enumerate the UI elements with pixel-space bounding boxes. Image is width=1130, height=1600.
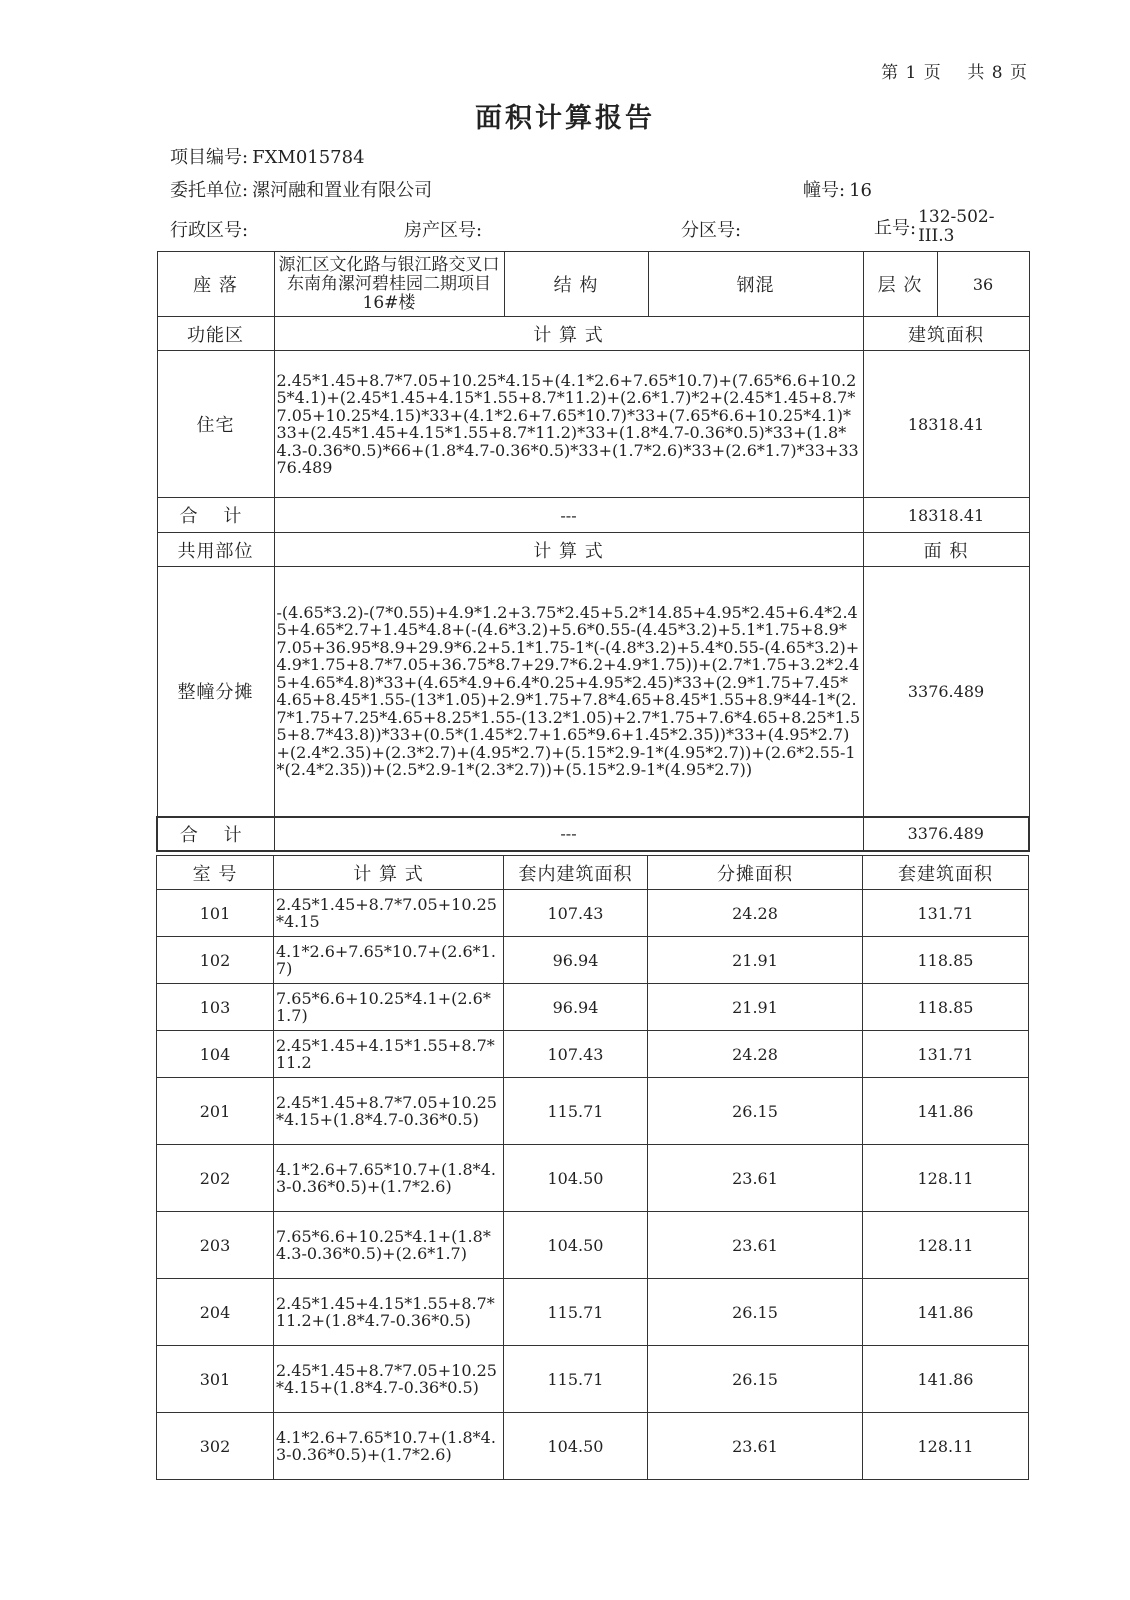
room-shared-area: 23.61 bbox=[648, 1145, 863, 1212]
shared-row bbox=[157, 567, 1029, 817]
project-value: FXM015784 bbox=[252, 147, 365, 168]
hill-value-line1: 132-502- bbox=[918, 207, 995, 227]
project-label: 项目编号: bbox=[170, 147, 249, 168]
table-row bbox=[157, 1078, 1029, 1145]
table-row bbox=[157, 1346, 1029, 1413]
rooms-header-room: 室 号 bbox=[157, 856, 274, 890]
room-number: 204 bbox=[157, 1279, 274, 1346]
room-inner-area: 115.71 bbox=[504, 1078, 648, 1145]
function-formula: 2.45*1.45+8.7*7.05+10.25*4.15+(4.1*2.6+7.65*10.7)+(7.65*6.6+10.25*4.1)+(2.45*1.45+4.15*1.55+8.7*11.2)+(2.6*1.7)*2+(2.45*1.45+8.7*7.05+10.25*4.15)*33+(4.1*2.6+7.65*10.7)*33+(7.65*6.6+10.25*4.1)*33+(2.45*1.45+4.15*1.55+8.7*11.2)*33+(1.8*4.7-0.36*0.5)*33+(1.8*4.3-0.36*0.5)*66+(1.8*4.7-0.36*0.5)*33+(1.7*2.6)*33+(2.6*1.7)*33+3376.489 bbox=[274, 351, 863, 498]
room-total-area: 118.85 bbox=[863, 984, 1029, 1031]
room-formula: 2.45*1.45+8.7*7.05+10.25*4.15+(1.8*4.7-0.36*0.5) bbox=[274, 1078, 504, 1145]
room-inner-area: 104.50 bbox=[504, 1212, 648, 1279]
function-area: 18318.41 bbox=[863, 351, 1029, 498]
room-inner-area: 107.43 bbox=[504, 890, 648, 937]
rooms-table bbox=[156, 855, 1029, 1480]
shared-col3: 面 积 bbox=[863, 533, 1029, 567]
room-shared-area: 26.15 bbox=[648, 1279, 863, 1346]
function-col1: 功能区 bbox=[157, 317, 274, 351]
room-inner-area: 104.50 bbox=[504, 1413, 648, 1480]
table-row bbox=[157, 937, 1029, 984]
page-total: 共 8 页 bbox=[967, 63, 1028, 83]
table-row bbox=[157, 1145, 1029, 1212]
report-title: 面积计算报告 bbox=[475, 103, 655, 134]
room-shared-area: 26.15 bbox=[648, 1078, 863, 1145]
structure-value: 钢混 bbox=[648, 252, 863, 317]
room-inner-area: 107.43 bbox=[504, 1031, 648, 1078]
client-value: 漯河融和置业有限公司 bbox=[252, 180, 433, 201]
room-inner-area: 96.94 bbox=[504, 984, 648, 1031]
room-shared-area: 23.61 bbox=[648, 1212, 863, 1279]
room-total-area: 141.86 bbox=[863, 1078, 1029, 1145]
property-area bbox=[404, 216, 482, 242]
rooms-header-shared: 分摊面积 bbox=[648, 856, 863, 890]
location-label: 座 落 bbox=[157, 252, 274, 317]
admin-area bbox=[170, 216, 248, 242]
location-row bbox=[157, 252, 1029, 317]
room-total-area: 118.85 bbox=[863, 937, 1029, 984]
zone-label: 分区号: bbox=[681, 220, 742, 241]
rooms-header-row bbox=[157, 856, 1029, 890]
shared-total-label: 合 计 bbox=[157, 817, 274, 851]
room-formula: 2.45*1.45+8.7*7.05+10.25*4.15+(1.8*4.7-0.36*0.5) bbox=[274, 1346, 504, 1413]
hill-value-line2: III.3 bbox=[918, 226, 955, 246]
shared-header-row bbox=[157, 533, 1029, 567]
room-formula: 2.45*1.45+4.15*1.55+8.7*11.2 bbox=[274, 1031, 504, 1078]
shared-total-row bbox=[157, 817, 1029, 851]
function-col2: 计 算 式 bbox=[274, 317, 863, 351]
room-formula: 4.1*2.6+7.65*10.7+(1.8*4.3-0.36*0.5)+(1.7*2.6) bbox=[274, 1413, 504, 1480]
shared-area: 3376.489 bbox=[863, 567, 1029, 817]
function-total-row bbox=[157, 498, 1029, 533]
room-shared-area: 26.15 bbox=[648, 1346, 863, 1413]
room-number: 202 bbox=[157, 1145, 274, 1212]
function-total-area: 18318.41 bbox=[863, 498, 1029, 533]
room-total-area: 128.11 bbox=[863, 1145, 1029, 1212]
table-row bbox=[157, 1279, 1029, 1346]
room-inner-area: 115.71 bbox=[504, 1346, 648, 1413]
function-total-formula: --- bbox=[274, 498, 863, 533]
shared-name: 整幢分摊 bbox=[157, 567, 274, 817]
room-total-area: 128.11 bbox=[863, 1212, 1029, 1279]
client bbox=[170, 176, 432, 202]
room-number: 301 bbox=[157, 1346, 274, 1413]
room-number: 203 bbox=[157, 1212, 274, 1279]
room-number: 101 bbox=[157, 890, 274, 937]
room-total-area: 141.86 bbox=[863, 1346, 1029, 1413]
project-number bbox=[170, 143, 365, 169]
building-number bbox=[803, 176, 872, 202]
room-number: 103 bbox=[157, 984, 274, 1031]
room-shared-area: 23.61 bbox=[648, 1413, 863, 1480]
room-inner-area: 115.71 bbox=[504, 1279, 648, 1346]
room-shared-area: 21.91 bbox=[648, 937, 863, 984]
admin-label: 行政区号: bbox=[170, 220, 249, 241]
room-formula: 4.1*2.6+7.65*10.7+(1.8*4.3-0.36*0.5)+(1.7*2.6) bbox=[274, 1145, 504, 1212]
floors-label: 层 次 bbox=[863, 252, 937, 317]
table-row bbox=[157, 1212, 1029, 1279]
shared-col1: 共用部位 bbox=[157, 533, 274, 567]
floors-value: 36 bbox=[937, 252, 1029, 317]
function-row bbox=[157, 351, 1029, 498]
shared-total-area: 3376.489 bbox=[863, 817, 1029, 851]
room-number: 302 bbox=[157, 1413, 274, 1480]
room-total-area: 128.11 bbox=[863, 1413, 1029, 1480]
room-number: 104 bbox=[157, 1031, 274, 1078]
room-shared-area: 24.28 bbox=[648, 890, 863, 937]
room-formula: 4.1*2.6+7.65*10.7+(2.6*1.7) bbox=[274, 937, 504, 984]
location-value: 源汇区文化路与银江路交叉口东南角漯河碧桂园二期项目16#楼 bbox=[274, 252, 504, 317]
building-value: 16 bbox=[849, 180, 872, 201]
room-shared-area: 24.28 bbox=[648, 1031, 863, 1078]
room-formula: 7.65*6.6+10.25*4.1+(2.6*1.7) bbox=[274, 984, 504, 1031]
room-total-area: 141.86 bbox=[863, 1279, 1029, 1346]
hill-number bbox=[874, 208, 994, 246]
hill-label: 丘号: bbox=[874, 218, 917, 239]
zone bbox=[681, 216, 741, 242]
rooms-header-formula: 计 算 式 bbox=[274, 856, 504, 890]
shared-formula: -(4.65*3.2)-(7*0.55)+4.9*1.2+3.75*2.45+5.2*14.85+4.95*2.45+6.4*2.45+4.65*2.7+1.45*4.8+(-(4.6*3.2)+5.6*0.55-(4.45*3.2)+5.1*1.75+8.9*7.05+36.95*8.9+29.9*6.2+5.1*1.75-1*(-(4.8*3.2)+5.4*0.55-(4.65*3.2)+4.9*1.75+8.7*7.05+36.75*8.7+29.7*6.2+4.9*1.75))+(2.7*1.75+3.2*2.45+4.65*4.8)*33+(4.65*4.9+6.4*0.25+4.95*2.45)*33+(2.9*1.75+7.45*4.65+8.45*1.55-(13*1.05)+2.9*1.75+7.8*4.65+8.45*1.55+8.9*44-1*(2.7*1.75+7.25*4.65+8.25*1.55-(13.2*1.05)+2.7*1.75+7.6*4.65+8.25*1.55+8.7*43.8))*33+(0.5*(1.45*2.7+1.65*9.6+1.45*2.35))*33+(4.95*2.7)+(2.4*2.35)+(2.3*2.7)+(4.95*2.7)+(5.15*2.9-1*(4.95*2.7))+(2.6*2.55-1*(2.4*2.35))+(2.5*2.9-1*(2.3*2.7))+(5.15*2.9-1*(4.95*2.7)) bbox=[274, 567, 863, 817]
function-name: 住宅 bbox=[157, 351, 274, 498]
room-total-area: 131.71 bbox=[863, 1031, 1029, 1078]
room-shared-area: 21.91 bbox=[648, 984, 863, 1031]
room-total-area: 131.71 bbox=[863, 890, 1029, 937]
room-formula: 7.65*6.6+10.25*4.1+(1.8*4.3-0.36*0.5)+(2.6*1.7) bbox=[274, 1212, 504, 1279]
function-col3: 建筑面积 bbox=[863, 317, 1029, 351]
client-label: 委托单位: bbox=[170, 180, 249, 201]
rooms-header-total: 套建筑面积 bbox=[863, 856, 1029, 890]
shared-col2: 计 算 式 bbox=[274, 533, 863, 567]
table-row bbox=[157, 890, 1029, 937]
room-number: 201 bbox=[157, 1078, 274, 1145]
room-number: 102 bbox=[157, 937, 274, 984]
table-row bbox=[157, 1031, 1029, 1078]
page-indicator bbox=[881, 58, 1028, 83]
rooms-header-inner: 套内建筑面积 bbox=[504, 856, 648, 890]
structure-label: 结 构 bbox=[504, 252, 648, 317]
building-label: 幢号: bbox=[803, 180, 846, 201]
function-header-row bbox=[157, 317, 1029, 351]
property-label: 房产区号: bbox=[404, 220, 483, 241]
room-formula: 2.45*1.45+4.15*1.55+8.7*11.2+(1.8*4.7-0.36*0.5) bbox=[274, 1279, 504, 1346]
table-row bbox=[157, 1413, 1029, 1480]
table-row bbox=[157, 984, 1029, 1031]
shared-total-formula: --- bbox=[274, 817, 863, 851]
function-total-label: 合 计 bbox=[157, 498, 274, 533]
page-current: 第 1 页 bbox=[881, 63, 942, 83]
room-formula: 2.45*1.45+8.7*7.05+10.25*4.15 bbox=[274, 890, 504, 937]
room-inner-area: 104.50 bbox=[504, 1145, 648, 1212]
area-table-top bbox=[156, 251, 1030, 852]
room-inner-area: 96.94 bbox=[504, 937, 648, 984]
